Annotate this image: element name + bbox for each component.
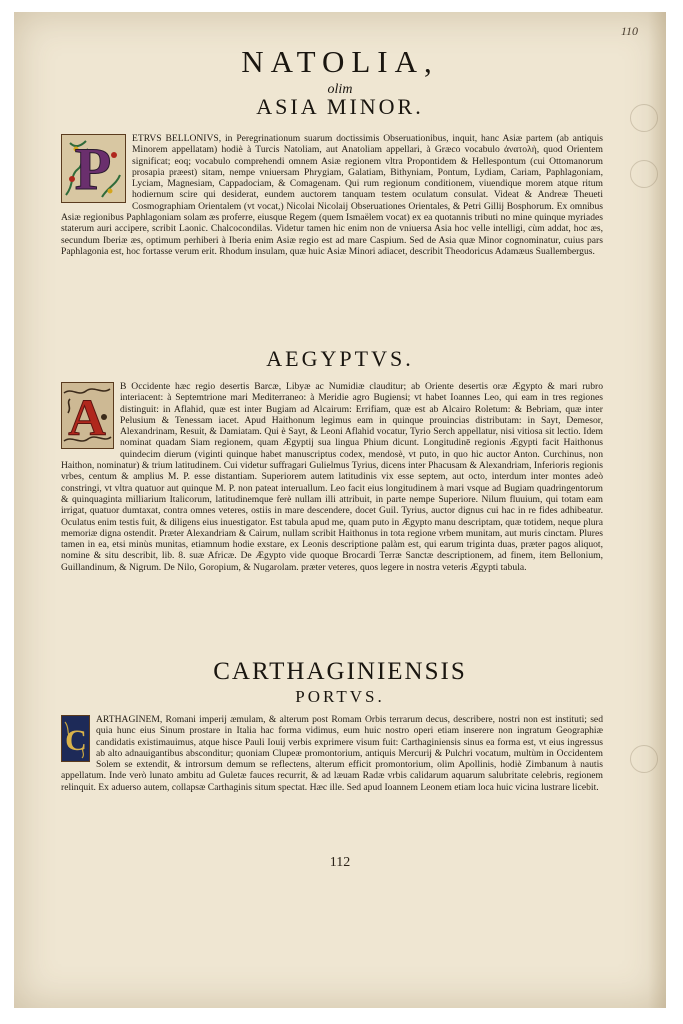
initial-p-icon — [61, 134, 126, 203]
page-title: NATOLIA, — [241, 44, 439, 79]
show-through-circle — [630, 160, 658, 188]
atlas-page — [14, 12, 666, 1008]
initial-a-icon — [61, 382, 114, 449]
section-subheading-portus: PORTVS. — [295, 687, 385, 706]
section-heading-aegyptus: AEGYPTVS. — [266, 346, 414, 371]
svg-text:P: P — [74, 136, 112, 202]
show-through-circle — [630, 104, 658, 132]
natolia-paragraph — [61, 133, 603, 257]
natolia-text: ETRVS BELLONIVS, in Peregrinationum suarum doctissimis Obseruationibus, inquit, hanc Asiæ partem (ab antiquis Minorem appellatam) hodiè à Turcis Natoliam, aut Anatoliam appellari, à Græco vocabulo ἀνατολὴ, quod Orientem significat; eoq; vocabulo comprehendi omnem Asiæ regionem vltra Propontidem & Hellespontum (cui Ottomanorum prosapia præest) sitam, nempe vniuersam Phrygiam, Galatiam, Bithyniam, Pontum, Lydiam, Cariam, Paphlagoniam, Lyciam, Magnesiam, Cappadociam, & Comagenam. Qui rum regionum conditionem, viuendique morem atque ritum hodiernum scire qui desiderat, eundem auctorem tanquam testem oculatum consulat. Videat & Andreæ Theueti Cosmographiam Orientalem (vt vocat,) Nicolai Nicolaij Obseruationes Orientales, & Petri Gillij Bosphorum. Ex omnibus Asiæ regionibus Paphlagoniam solam æs proferre, eiusque Regem (quem Ismaëlem vocat) ex ea quotannis tributi no mine quinque myriades staterum auri accipere, scribit Laonic. Chalcocondilas. Videtur tamen hic enim non de vniuersa Asia hoc velle intelligi, cùm addat, hoc æs, secundum Iberiæ æs, optimum perhiberi à Iberia enim Asiæ regio est ad mare Caspium. Sed de Asia quæ Minor cognominatur, cuius pars Paphlagonia est, hoc fortasse verum erit. Rhodum insulam, quæ huic Asiæ Minori adiacet, describit Theodoricus Adamæus Suallembergus. — [61, 133, 603, 257]
initial-c-icon — [61, 715, 90, 762]
carthago-text: ARTHAGINEM, Romani imperij æmulam, & alterum post Romam Orbis terrarum decus, describere, nostri non est instituti; sed quia hunc eius Sinum prostare in Italia hac forma vidimus, eum huic nostro operi etiam inserere non ingratum Geographiæ candidatis existimauimus, atque hisce Pauli Iouij verbis exprimere visum fuit: Carthaginiensis sinus ea forma est, vt eius ingressus ab alto adnauigantibus absconditur; quoniam Clupeæ promontorium, antiquis Mercurij & Pulchri vocatum, multùm in Occidentem Solem se extendit, & introrsum demum se reflectens, alterum efficit promontorium, olim Apollinis, hodiè Zimbanum à nautis appellatum. Inde verò lunato ambitu ad Guletæ fauces recurrit, & ad læuam Radæ vrbis calidarum aquarum salubritate celebris, regionem relinquit. Ex aduerso autem, collapsæ Carthaginis situm spectat. Hæc ille. Sed apud Ioannem Leonem etiam loca huic vicina lustrare licebit. — [61, 714, 603, 793]
svg-text:A: A — [68, 390, 106, 447]
aegyptus-text: B Occidente hæc regio desertis Barcæ, Libyæ ac Numidiæ clauditur; ab Oriente desertis oræ Ægypto & mari rubro interiacent: à Septemtrione mari Mediterraneo: à Meridie agro Bugiensi; vt habet Ioannes Leo, qui eam in tres regiones distinguit: in Aflahid, quæ est inter Bugiam ad Alcairum: Errifiam, quæ est ab Alcairo Roletum: & Bebriam, quæ inter Pelusium & Tenessam iacet. Apud Haithonum legimus eam in quinque prouincias distributam: in Sayt, Demesor, Alexandrinam, Resuit, & Damiatam. Qui è Sayt, & Leoni Aflahid vocatur, Tyrio Serch appellatur, nisi vitiosa sit lectio. Idem nominat quadam Siam regionem, quam Ægyptij sua lingua Phium dicunt. Longitudinē regionis Ægypti facit Haithonus quindecim dierum (viginti quinque habet manuscriptus codex, mendosè, vt puto, in quo hic auctor Anton. Curchinus, non Haithon, nominatur) & trium latitudinem. Cui videtur suffragari Gulielmus Tyrius, dicens inter Phacusam & Alexandriam, Inferioris regionis vrbes, centum & amplius M. P. esse distantiam. Superiorem autem latitudinis vix esse septem, aut octo, interdum inter montes adeò constringi, vt vltra quatuor aut quinque M. P. non pateat interuallum. Leo facit eius longitudinem à mari vsque ad Bugiam quadringentorum & quinquaginta milliarium Italicorum, latitudinemque ferè nullam illi attribuit, in parte nempe Superiore. Nilum fluuium, qui totam eam irrigat, quatuor dumtaxat, contra omnes veteres, ostiis in mare descendere, docet Guil. Tyrius, auctor dignus cui hac in re fides adhibeatur. Oculatus enim testis fuit, & diligens eius inuestigator. Est tabula apud me, quam puto in Ægypto manu descriptam, quæ totidem, neque plura memoriæ digna ostendit. Præter Alexandriam & Cairum, nullam scribit Haithonus in tota regione vrbem munitam, aut muris cinctam. Plures tamen in ea, etsi minùs munitas, etiamnum hodie exstare, ex Leonis descriptione palàm est, qui earum triginta duas, præter pagos aliquot, nomine & situ describit, lib. 8. suæ Africæ. De Ægypto vide quoque Brocardi Terræ Sanctæ descriptionem, ad finem, item Bellonium, Guillandinum, & Nigrum. De Nilo, Goropium, & Nugarolam. præter veteres, quos legere in nostra veteris Ægypti tabula. — [61, 381, 603, 573]
page-subtitle: olim — [327, 82, 353, 97]
show-through-circle — [630, 745, 658, 773]
page-number-bottom: 112 — [329, 855, 351, 870]
page-title-second: ASIA MINOR. — [256, 94, 424, 119]
page-number-top: 110 — [620, 24, 638, 38]
svg-text:C: C — [65, 724, 87, 757]
carthago-paragraph — [61, 714, 603, 793]
aegyptus-paragraph — [61, 381, 603, 573]
section-heading-carthaginiensis: CARTHAGINIENSIS — [213, 658, 467, 685]
